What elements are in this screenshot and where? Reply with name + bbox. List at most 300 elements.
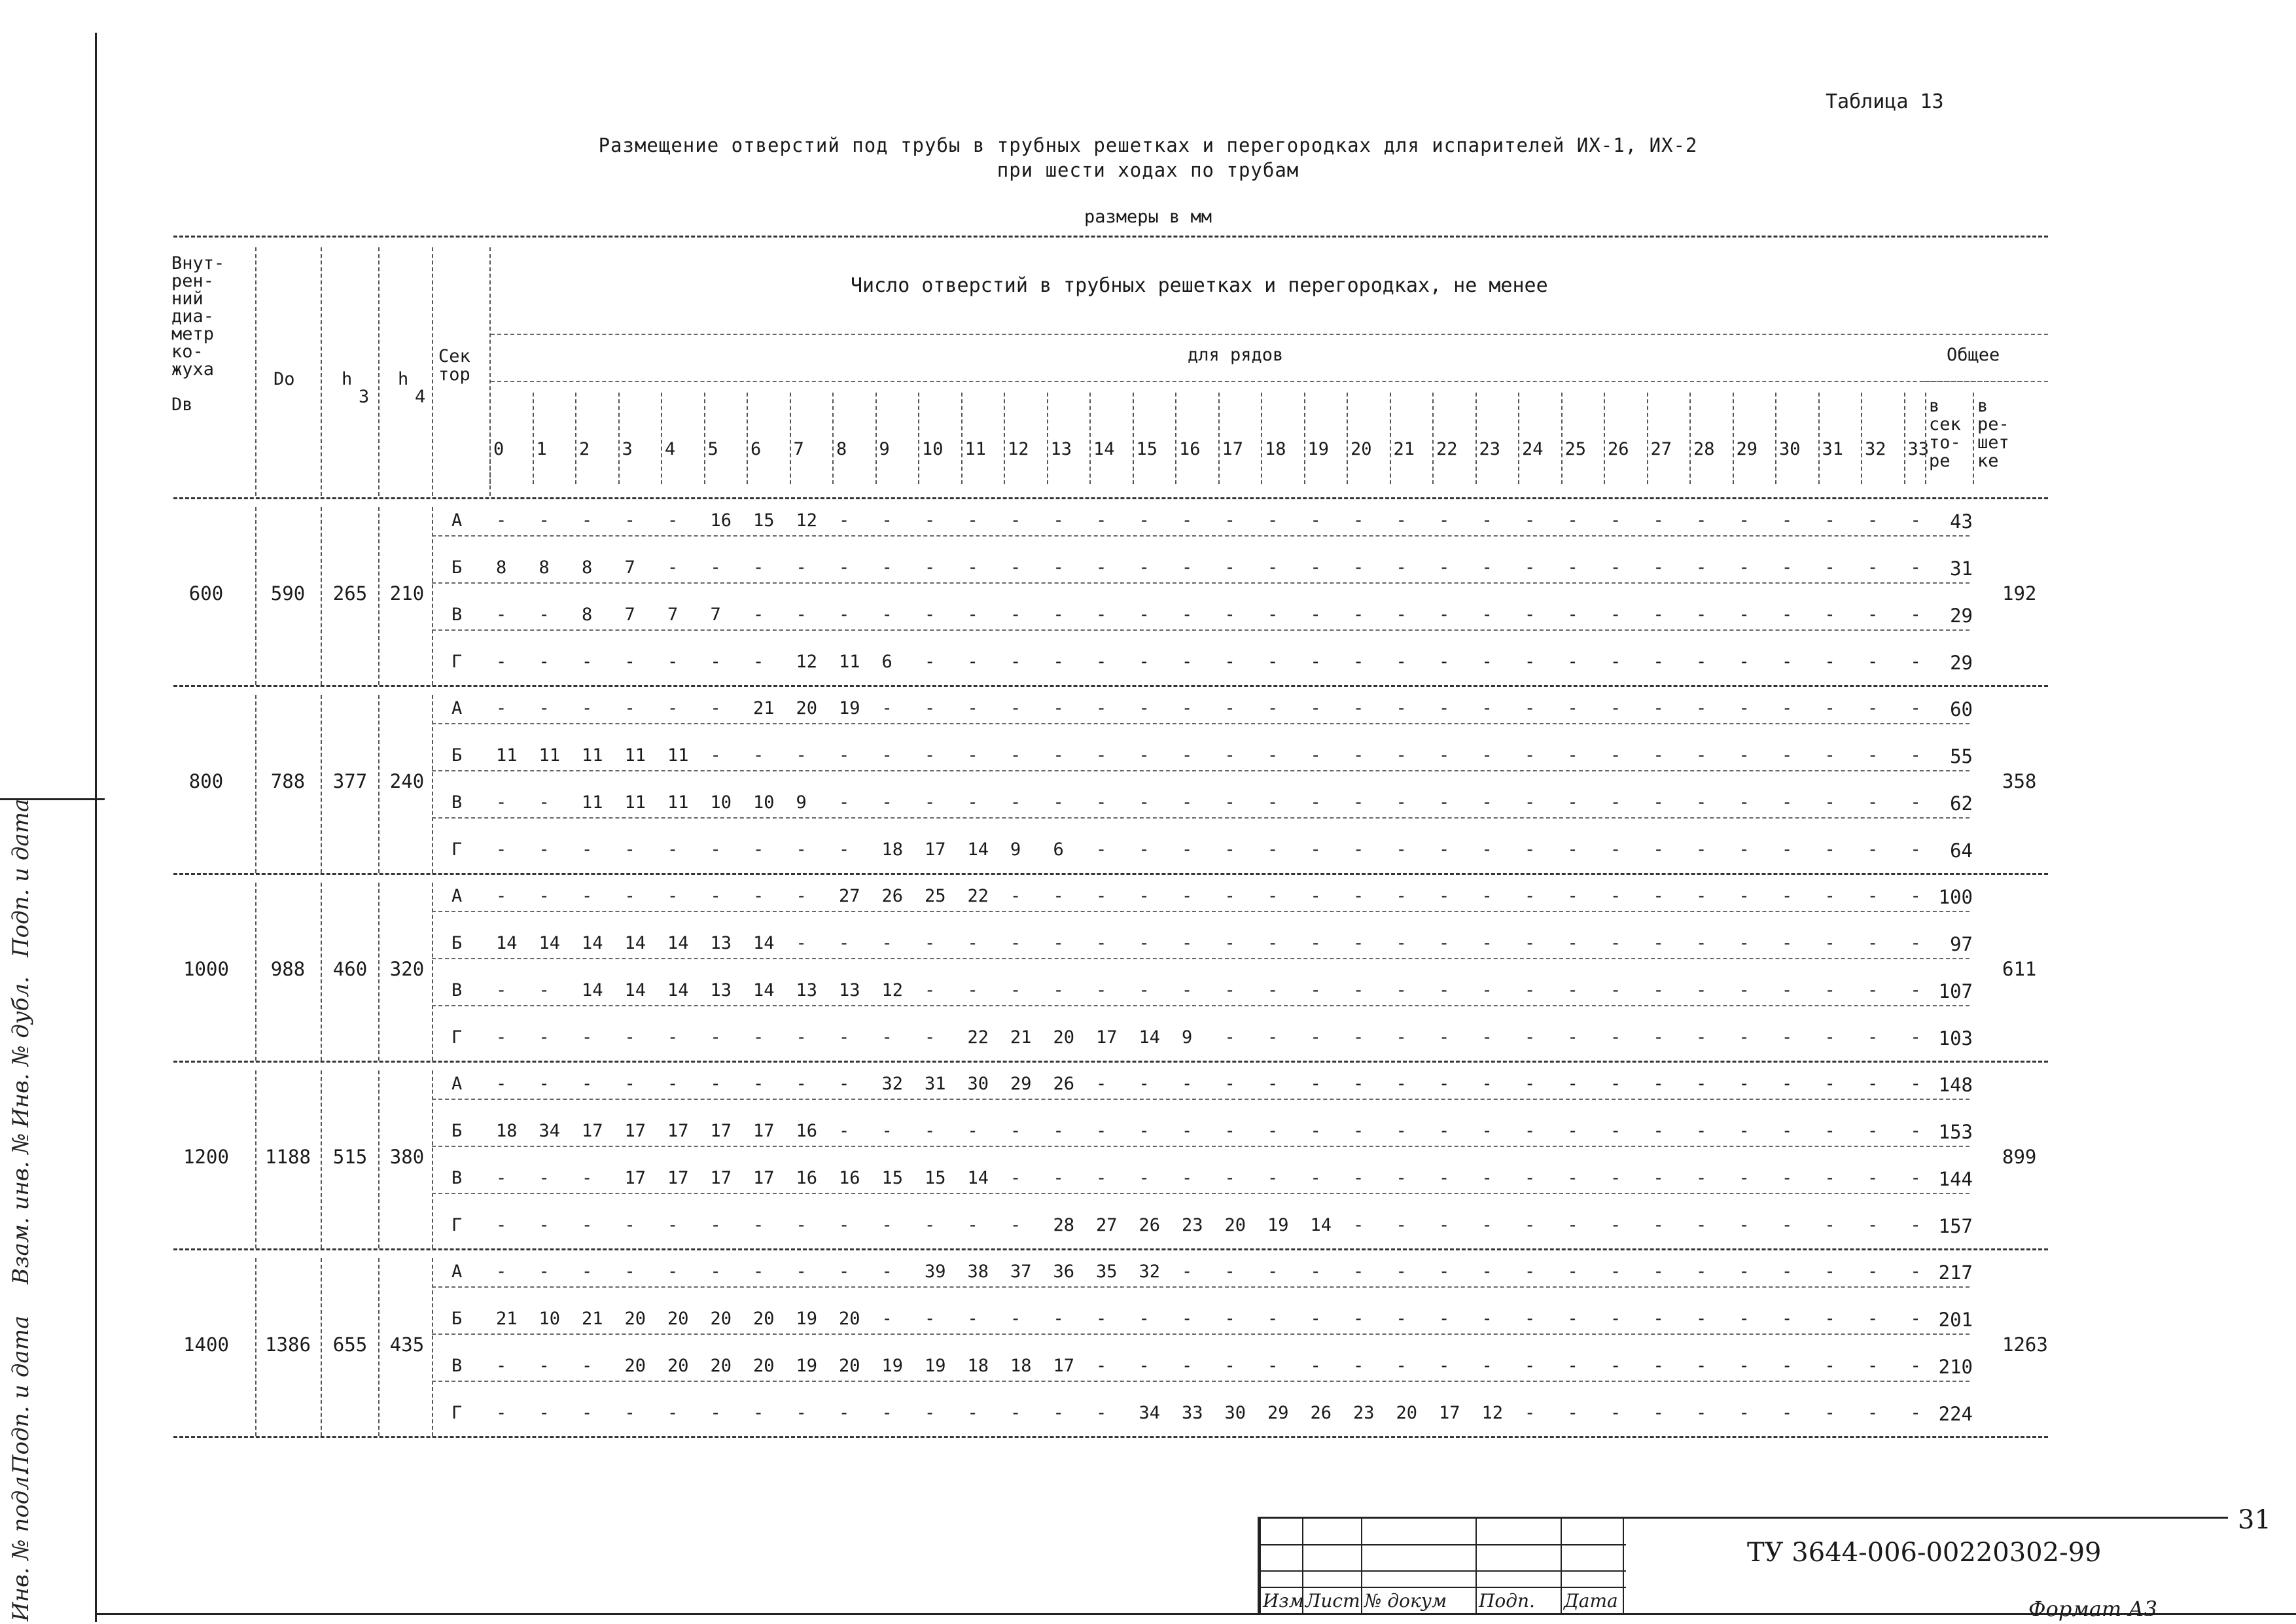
- cell-value: 14: [967, 839, 989, 860]
- cell-dash: -: [1867, 1121, 1879, 1141]
- sector-rule: [432, 1099, 1969, 1100]
- cell-dash: -: [1910, 1262, 1921, 1282]
- block-divider: [378, 507, 380, 685]
- sector-label-В: В: [451, 1356, 463, 1376]
- cell-dash: -: [710, 1262, 721, 1282]
- block-divider: [432, 507, 433, 685]
- cell-dash: -: [1867, 933, 1879, 953]
- cell-dash: -: [1653, 510, 1664, 531]
- sheet-number: 31: [2238, 1505, 2271, 1535]
- cell-dash: -: [1653, 886, 1664, 906]
- cell-dash: -: [967, 1121, 978, 1141]
- cell-dash: -: [1910, 652, 1921, 672]
- cell-dash: -: [1739, 1403, 1750, 1423]
- cell-value: 12: [796, 652, 818, 672]
- cell-value: 32: [1139, 1262, 1161, 1282]
- cell-dash: -: [1182, 1168, 1193, 1188]
- cell-dash: -: [796, 1074, 807, 1094]
- cell-dash: -: [1353, 1168, 1364, 1188]
- header-sector: Сек: [438, 346, 470, 366]
- cell-dash: -: [1139, 557, 1150, 578]
- cell-dash: -: [1439, 839, 1450, 860]
- row-number-divider: [918, 393, 919, 484]
- sector-total-value: 64: [1950, 839, 1973, 862]
- cell-dash: -: [624, 1215, 635, 1235]
- cell-value: 8: [582, 557, 593, 578]
- cell-dash: -: [539, 1215, 550, 1235]
- cell-dash: -: [1696, 652, 1707, 672]
- cell-dash: -: [1867, 605, 1879, 625]
- cell-dash: -: [1653, 792, 1664, 813]
- cell-value: 16: [710, 510, 732, 531]
- cell-dash: -: [1139, 1074, 1150, 1094]
- cell-dash: -: [1824, 839, 1835, 860]
- cell-dash: -: [1653, 839, 1664, 860]
- cell-dash: -: [1310, 1027, 1321, 1048]
- cell-dash: -: [1139, 1356, 1150, 1376]
- cell-dash: -: [1525, 1309, 1536, 1329]
- cell-dash: -: [710, 1027, 721, 1048]
- row-number-4: 4: [665, 439, 676, 459]
- cell-value: 32: [881, 1074, 904, 1094]
- cell-dash: -: [1096, 698, 1107, 718]
- row-number-5: 5: [707, 439, 718, 459]
- cell-dash: -: [1481, 886, 1492, 906]
- block-bottom-rule: [173, 1248, 2048, 1250]
- cell-dash: -: [1739, 1309, 1750, 1329]
- cell-dash: -: [1782, 605, 1793, 625]
- cell-dash: -: [925, 1215, 936, 1235]
- cell-dash: -: [1824, 698, 1835, 718]
- cell-dash: -: [1782, 792, 1793, 813]
- cell-dash: -: [1610, 510, 1621, 531]
- cell-dash: -: [624, 839, 635, 860]
- cell-dash: -: [1739, 839, 1750, 860]
- cell-dash: -: [1439, 698, 1450, 718]
- stamp-label-podp-data-2: Подп. и дата: [8, 798, 34, 957]
- row-number-divider: [1089, 393, 1091, 484]
- cell-dash: -: [1267, 933, 1279, 953]
- sector-rule: [432, 629, 1969, 631]
- cell-dash: -: [710, 557, 721, 578]
- title-block-col-divider: [1302, 1518, 1303, 1613]
- do-value: 788: [270, 769, 306, 792]
- cell-dash: -: [1525, 605, 1536, 625]
- cell-dash: -: [1481, 1215, 1492, 1235]
- cell-value: 18: [1010, 1356, 1032, 1376]
- cell-dash: -: [1525, 933, 1536, 953]
- row-number-0: 0: [493, 439, 504, 459]
- stamp-label-inv-dubl: Инв. № дубл.: [8, 976, 34, 1127]
- cell-dash: -: [496, 1027, 507, 1048]
- cell-dash: -: [1739, 886, 1750, 906]
- cell-dash: -: [1910, 1168, 1921, 1188]
- cell-dash: -: [1910, 1027, 1921, 1048]
- cell-dash: -: [1867, 792, 1879, 813]
- cell-dash: -: [753, 557, 764, 578]
- cell-dash: -: [1096, 605, 1107, 625]
- cell-dash: -: [1782, 886, 1793, 906]
- cell-dash: -: [1525, 652, 1536, 672]
- cell-dash: -: [539, 886, 550, 906]
- row-number-divider: [790, 393, 791, 484]
- cell-dash: -: [1610, 745, 1621, 766]
- cell-dash: -: [1867, 1215, 1879, 1235]
- cell-dash: -: [1610, 1403, 1621, 1423]
- cell-dash: -: [1010, 745, 1021, 766]
- cell-dash: -: [1182, 1121, 1193, 1141]
- cell-dash: -: [1396, 933, 1407, 953]
- block-divider: [321, 507, 322, 685]
- cell-dash: -: [1267, 557, 1279, 578]
- cell-dash: -: [1739, 510, 1750, 531]
- header-total-sector: сек: [1929, 414, 1961, 434]
- sector-total-value: 97: [1950, 933, 1973, 955]
- h4-value: 240: [389, 769, 425, 792]
- title-block-col-divider: [1260, 1518, 1261, 1613]
- cell-value: 26: [881, 886, 904, 906]
- block-divider: [321, 1258, 322, 1436]
- cell-dash: -: [1396, 1168, 1407, 1188]
- row-number-divider: [704, 393, 705, 484]
- cell-dash: -: [925, 933, 936, 953]
- cell-dash: -: [582, 886, 593, 906]
- header-h4-sub: 4: [415, 387, 426, 407]
- cell-dash: -: [1224, 605, 1235, 625]
- cell-dash: -: [1267, 605, 1279, 625]
- sector-label-А: А: [451, 510, 463, 531]
- grid-total-value: 358: [2002, 769, 2037, 792]
- cell-value: 19: [839, 698, 860, 718]
- cell-dash: -: [1782, 652, 1793, 672]
- cell-dash: -: [1224, 1121, 1235, 1141]
- cell-dash: -: [1353, 839, 1364, 860]
- row-number-1: 1: [536, 439, 547, 459]
- cell-dash: -: [881, 1262, 892, 1282]
- block-divider: [432, 883, 433, 1061]
- row-number-divider: [1004, 393, 1005, 484]
- cell-dash: -: [539, 980, 550, 1000]
- cell-value: 20: [839, 1356, 860, 1376]
- cell-value: 19: [925, 1356, 946, 1376]
- row-number-divider: [489, 393, 491, 484]
- cell-value: 8: [496, 557, 507, 578]
- cell-dash: -: [539, 510, 550, 531]
- row-number-divider: [1818, 393, 1820, 484]
- cell-dash: -: [1439, 1027, 1450, 1048]
- cell-dash: -: [1310, 1356, 1321, 1376]
- cell-dash: -: [1696, 557, 1707, 578]
- cell-dash: -: [1182, 839, 1193, 860]
- cell-dash: -: [1782, 698, 1793, 718]
- header-do: Dо: [274, 369, 295, 389]
- cell-value: 20: [753, 1356, 775, 1376]
- cell-dash: -: [1481, 1356, 1492, 1376]
- cell-dash: -: [1653, 605, 1664, 625]
- cell-dash: -: [1910, 792, 1921, 813]
- cell-dash: -: [1267, 792, 1279, 813]
- cell-dash: -: [582, 1074, 593, 1094]
- h3-value: 460: [332, 957, 368, 980]
- cell-dash: -: [1653, 1356, 1664, 1376]
- block-divider: [432, 1070, 433, 1248]
- cell-value: 14: [667, 980, 689, 1000]
- cell-dash: -: [1525, 1356, 1536, 1376]
- cell-dash: -: [1567, 1262, 1578, 1282]
- cell-dash: -: [1481, 1027, 1492, 1048]
- cell-dash: -: [1310, 745, 1321, 766]
- header-total-sector: ре: [1929, 451, 1951, 471]
- cell-dash: -: [1396, 839, 1407, 860]
- cell-value: 19: [881, 1356, 904, 1376]
- cell-value: 19: [796, 1356, 818, 1376]
- cell-dash: -: [881, 933, 892, 953]
- cell-dash: -: [1739, 745, 1750, 766]
- cell-dash: -: [1439, 1121, 1450, 1141]
- header-rows-title: для рядов: [1188, 345, 1284, 365]
- row-number-8: 8: [836, 439, 847, 459]
- row-number-divider: [1133, 393, 1134, 484]
- cell-dash: -: [1610, 1074, 1621, 1094]
- cell-dash: -: [1782, 980, 1793, 1000]
- cell-dash: -: [1567, 605, 1578, 625]
- cell-dash: -: [1696, 1168, 1707, 1188]
- cell-dash: -: [1653, 652, 1664, 672]
- do-value: 1188: [265, 1145, 311, 1168]
- row-number-divider: [961, 393, 963, 484]
- cell-dash: -: [1396, 1121, 1407, 1141]
- cell-dash: -: [1610, 839, 1621, 860]
- cell-value: 36: [1053, 1262, 1075, 1282]
- cell-dash: -: [1396, 745, 1407, 766]
- title-block-col-label: № докум: [1364, 1590, 1447, 1612]
- cell-dash: -: [1310, 792, 1321, 813]
- cell-dash: -: [881, 1027, 892, 1048]
- cell-dash: -: [1139, 1309, 1150, 1329]
- cell-dash: -: [624, 652, 635, 672]
- cell-dash: -: [1053, 698, 1064, 718]
- cell-dash: -: [1353, 1262, 1364, 1282]
- cell-dash: -: [1353, 933, 1364, 953]
- cell-value: 6: [1053, 839, 1064, 860]
- sector-rule: [432, 1146, 1969, 1147]
- cell-value: 11: [839, 652, 860, 672]
- cell-value: 17: [1439, 1403, 1460, 1423]
- cell-dash: -: [925, 745, 936, 766]
- cell-dash: -: [1139, 886, 1150, 906]
- row-number-divider: [575, 393, 576, 484]
- sector-total-value: 217: [1938, 1262, 1973, 1284]
- h3-value: 377: [332, 769, 368, 792]
- row-number-15: 15: [1136, 439, 1158, 459]
- cell-dash: -: [1739, 1074, 1750, 1094]
- header-diameter-line: диа-: [171, 306, 215, 327]
- cell-dash: -: [881, 557, 892, 578]
- cell-dash: -: [539, 652, 550, 672]
- sector-label-А: А: [451, 1074, 463, 1094]
- cell-dash: -: [1824, 557, 1835, 578]
- cell-dash: -: [1910, 886, 1921, 906]
- cell-dash: -: [1096, 1356, 1107, 1376]
- cell-dash: -: [967, 510, 978, 531]
- block-divider: [321, 883, 322, 1061]
- row-number-19: 19: [1307, 439, 1330, 459]
- row-number-17: 17: [1222, 439, 1244, 459]
- cell-dash: -: [1310, 557, 1321, 578]
- inner-diameter-1200: 1200: [183, 1145, 229, 1168]
- cell-dash: -: [925, 652, 936, 672]
- cell-dash: -: [582, 510, 593, 531]
- block-divider: [255, 1258, 256, 1436]
- cell-dash: -: [1481, 557, 1492, 578]
- cell-dash: -: [1224, 792, 1235, 813]
- sector-total-value: 103: [1938, 1027, 1973, 1050]
- cell-value: 27: [1096, 1215, 1118, 1235]
- cell-dash: -: [1396, 557, 1407, 578]
- cell-dash: -: [1224, 933, 1235, 953]
- cell-dash: -: [1396, 1309, 1407, 1329]
- cell-dash: -: [1867, 839, 1879, 860]
- sector-label-В: В: [451, 1168, 463, 1188]
- cell-dash: -: [881, 510, 892, 531]
- cell-dash: -: [881, 1121, 892, 1141]
- cell-dash: -: [1182, 557, 1193, 578]
- cell-dash: -: [1567, 1027, 1578, 1048]
- grid-total-value: 1263: [2002, 1333, 2048, 1356]
- cell-dash: -: [1910, 1121, 1921, 1141]
- cell-value: 16: [796, 1121, 818, 1141]
- cell-value: 18: [881, 839, 904, 860]
- cell-value: 9: [1182, 1027, 1193, 1048]
- cell-dash: -: [1096, 745, 1107, 766]
- cell-dash: -: [1782, 1121, 1793, 1141]
- cell-dash: -: [967, 557, 978, 578]
- cell-dash: -: [925, 1309, 936, 1329]
- cell-dash: -: [1782, 1074, 1793, 1094]
- header-diameter-line: рен-: [171, 271, 215, 291]
- cell-dash: -: [881, 698, 892, 718]
- cell-value: 11: [624, 792, 646, 813]
- cell-dash: -: [1182, 980, 1193, 1000]
- cell-dash: -: [1481, 745, 1492, 766]
- cell-value: 30: [967, 1074, 989, 1094]
- sector-rule: [432, 817, 1969, 819]
- cell-dash: -: [1439, 745, 1450, 766]
- cell-dash: -: [1567, 510, 1578, 531]
- cell-dash: -: [1525, 839, 1536, 860]
- cell-dash: -: [1910, 980, 1921, 1000]
- cell-value: 22: [967, 886, 989, 906]
- cell-dash: -: [839, 1121, 850, 1141]
- block-bottom-rule: [173, 685, 2048, 687]
- cell-dash: -: [753, 745, 764, 766]
- cell-dash: -: [1224, 1074, 1235, 1094]
- cell-value: 13: [710, 980, 732, 1000]
- stamp-label-podp-data-1: Подп. и дата: [8, 1315, 34, 1474]
- cell-dash: -: [1824, 1215, 1835, 1235]
- cell-dash: -: [1053, 886, 1064, 906]
- sector-rule: [432, 723, 1969, 724]
- cell-value: 17: [753, 1121, 775, 1141]
- cell-dash: -: [1610, 652, 1621, 672]
- cell-dash: -: [1867, 652, 1879, 672]
- cell-dash: -: [539, 839, 550, 860]
- cell-dash: -: [1867, 1027, 1879, 1048]
- cell-value: 18: [967, 1356, 989, 1376]
- row-number-26: 26: [1608, 439, 1629, 459]
- cell-dash: -: [582, 1215, 593, 1235]
- cell-dash: -: [1525, 557, 1536, 578]
- cell-value: 17: [582, 1121, 603, 1141]
- cell-dash: -: [881, 1215, 892, 1235]
- cell-value: 14: [582, 933, 603, 953]
- cell-dash: -: [1353, 698, 1364, 718]
- cell-dash: -: [1224, 652, 1235, 672]
- cell-dash: -: [1739, 1168, 1750, 1188]
- sector-rule: [432, 535, 1969, 537]
- cell-dash: -: [1396, 605, 1407, 625]
- header-total-title: Общее: [1947, 345, 2000, 365]
- cell-value: 21: [753, 698, 775, 718]
- cell-dash: -: [496, 605, 507, 625]
- cell-value: 23: [1353, 1403, 1375, 1423]
- cell-dash: -: [496, 1356, 507, 1376]
- cell-dash: -: [496, 839, 507, 860]
- cell-value: 20: [667, 1309, 689, 1329]
- cell-dash: -: [1696, 698, 1707, 718]
- cell-value: 20: [624, 1356, 646, 1376]
- cell-dash: -: [1696, 605, 1707, 625]
- cell-dash: -: [1010, 1121, 1021, 1141]
- cell-dash: -: [1267, 1027, 1279, 1048]
- cell-dash: -: [496, 510, 507, 531]
- cell-dash: -: [624, 1027, 635, 1048]
- cell-dash: -: [1139, 980, 1150, 1000]
- cell-dash: -: [1525, 1215, 1536, 1235]
- table-subtitle: при шести ходах по трубам: [997, 159, 1299, 181]
- row-number-2: 2: [579, 439, 590, 459]
- cell-value: 7: [624, 605, 635, 625]
- cell-value: 17: [753, 1168, 775, 1188]
- cell-dash: -: [1696, 1309, 1707, 1329]
- header-h3: h: [342, 369, 353, 389]
- cell-dash: -: [1353, 886, 1364, 906]
- sector-label-В: В: [451, 605, 463, 625]
- cell-dash: -: [1525, 1262, 1536, 1282]
- h3-value: 265: [332, 582, 368, 605]
- block-divider: [432, 695, 433, 873]
- cell-dash: -: [1867, 1403, 1879, 1423]
- cell-dash: -: [1525, 510, 1536, 531]
- cell-value: 7: [624, 557, 635, 578]
- cell-dash: -: [1653, 980, 1664, 1000]
- cell-dash: -: [667, 1403, 679, 1423]
- block-divider: [255, 883, 256, 1061]
- cell-dash: -: [582, 839, 593, 860]
- block-divider: [255, 507, 256, 685]
- cell-dash: -: [1782, 557, 1793, 578]
- cell-dash: -: [1096, 933, 1107, 953]
- cell-value: 11: [496, 745, 518, 766]
- cell-dash: -: [1782, 933, 1793, 953]
- sector-rule: [432, 1286, 1969, 1288]
- cell-dash: -: [1567, 698, 1578, 718]
- sector-label-А: А: [451, 1262, 463, 1282]
- title-block-col-divider: [1561, 1518, 1562, 1613]
- cell-dash: -: [1139, 745, 1150, 766]
- cell-value: 17: [710, 1168, 732, 1188]
- cell-dash: -: [796, 1262, 807, 1282]
